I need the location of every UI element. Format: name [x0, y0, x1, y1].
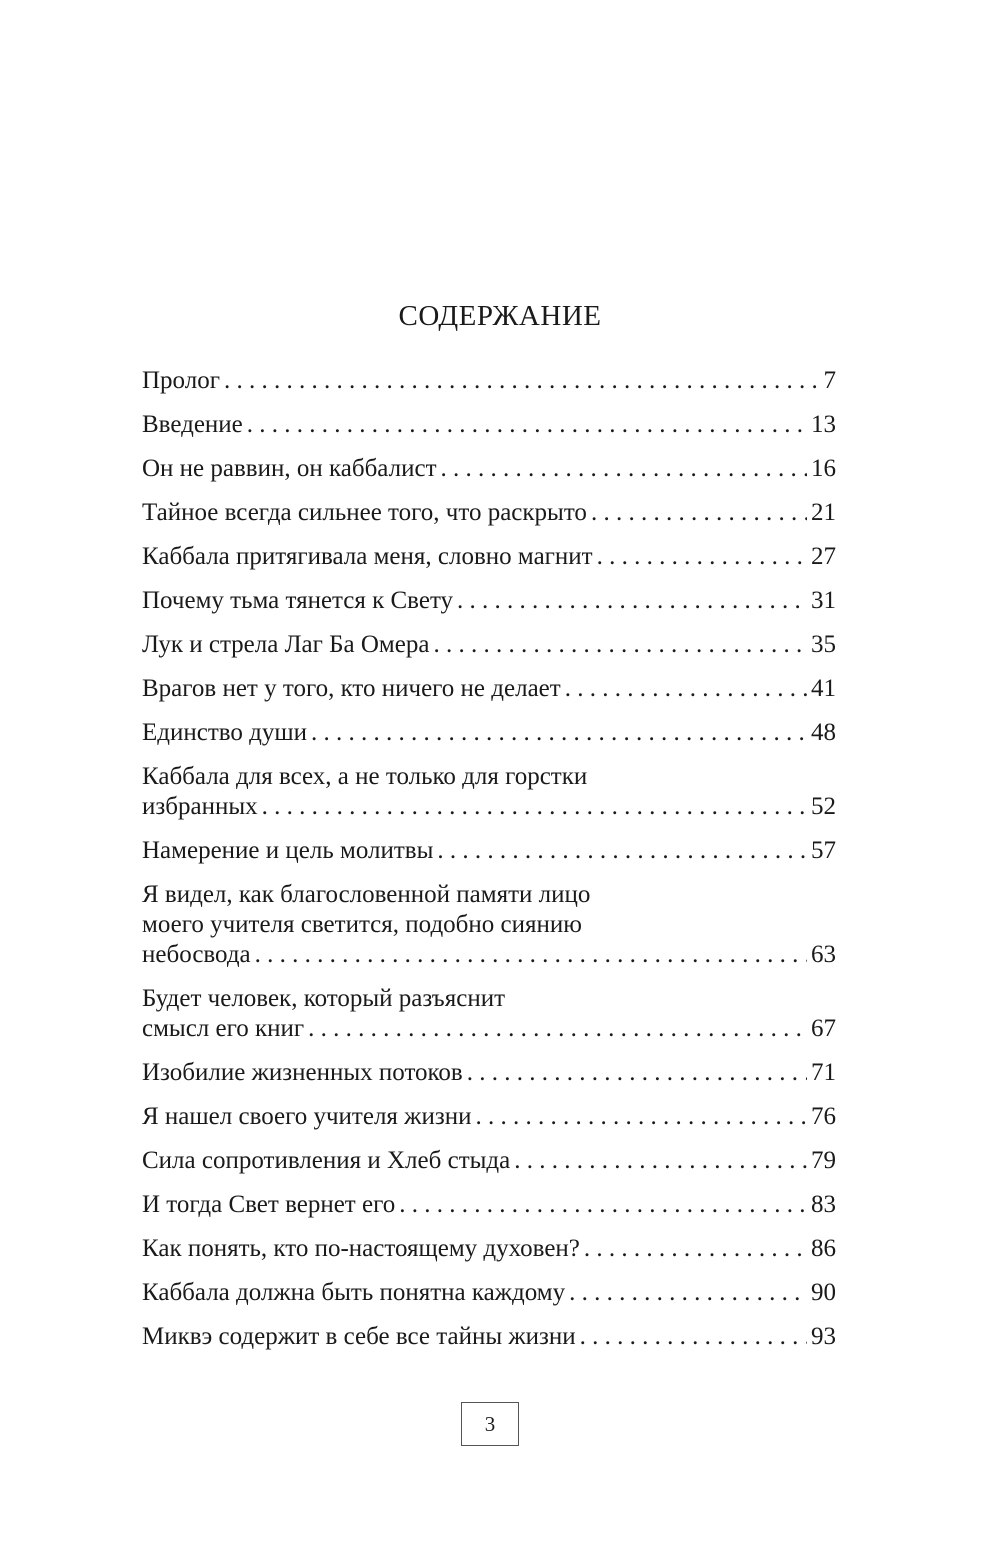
toc-dot-leader [591, 498, 807, 528]
toc-entry-page-number: 63 [811, 941, 836, 968]
toc-entry-page-number: 76 [811, 1103, 836, 1130]
toc-dot-leader [569, 1278, 807, 1308]
toc-entry [142, 674, 836, 704]
toc-dot-leader [247, 410, 807, 440]
toc-entry [142, 542, 836, 572]
toc-entry-page-number: 13 [811, 411, 836, 438]
toc-entry-row [142, 630, 836, 660]
toc-entry-row [142, 1190, 836, 1220]
toc-entry-title: Как понять, кто по-настоящему духовен? [142, 1235, 580, 1262]
toc-entry-title: Я нашел своего учителя жизни [142, 1103, 472, 1130]
toc-entry [142, 1058, 836, 1088]
toc-entry [142, 498, 836, 528]
toc-entry-row [142, 498, 836, 528]
toc-entry-row [142, 1234, 836, 1264]
toc-entry-page-number: 41 [811, 675, 836, 702]
toc-dot-leader [311, 718, 807, 748]
toc-entry-title: небосвода [142, 941, 251, 968]
toc-dot-leader [467, 1058, 807, 1088]
toc-entry [142, 880, 836, 970]
toc-dot-leader [475, 1102, 807, 1132]
toc-entry-title-line: моего учителя светится, подобно сиянию [142, 911, 582, 938]
toc-entry-page-number: 31 [811, 587, 836, 614]
toc-dot-leader [399, 1190, 807, 1220]
toc-title: СОДЕРЖАНИЕ [398, 300, 602, 332]
toc-dot-leader [514, 1146, 807, 1176]
toc-entry-page-number: 16 [811, 455, 836, 482]
toc-entry-row [142, 1322, 836, 1352]
toc-entry-page-number: 7 [823, 367, 836, 394]
toc-entry-title: Намерение и цель молитвы [142, 837, 434, 864]
toc-entry-title: смысл его книг [142, 1015, 305, 1042]
toc-entry-title: Пролог [142, 367, 220, 394]
toc-entry-row [142, 1102, 836, 1132]
toc-entry-page-number: 86 [811, 1235, 836, 1262]
toc-entry-page-number: 90 [811, 1279, 836, 1306]
toc-entry-row [142, 792, 836, 822]
toc-entry [142, 718, 836, 748]
toc-entry-row [142, 674, 836, 704]
toc-entry-page-number: 71 [811, 1059, 836, 1086]
toc-entry-row [142, 940, 836, 970]
toc-dot-leader [255, 940, 807, 970]
toc-entry-title: Каббала должна быть понятна каждому [142, 1279, 566, 1306]
toc-entry-page-number: 21 [811, 499, 836, 526]
toc-entry [142, 366, 836, 396]
toc-entry [142, 1102, 836, 1132]
toc-entry [142, 1322, 836, 1352]
toc-dot-leader [597, 542, 807, 572]
toc-entry-title: Каббала притягивала меня, словно магнит [142, 543, 593, 570]
toc-entry-title-line: Будет человек, который разъяснит [142, 985, 506, 1012]
toc-entry-title: Тайное всегда сильнее того, что раскрыто [142, 499, 587, 526]
toc-entry-row [142, 1278, 836, 1308]
toc-entry-title: Изобилие жизненных потоков [142, 1059, 463, 1086]
toc-entry-page-number: 48 [811, 719, 836, 746]
toc-entry [142, 630, 836, 660]
toc-entry-title: Миквэ содержит в себе все тайны жизни [142, 1323, 576, 1350]
toc-entry-title-line: Каббала для всех, а не только для горстки [142, 763, 588, 790]
toc-entry-row [142, 366, 836, 396]
toc-dot-leader [584, 1234, 807, 1264]
toc-entry [142, 1146, 836, 1176]
toc-entry-row [142, 1058, 836, 1088]
toc-entry-row [142, 542, 836, 572]
toc-entry-title: Он не раввин, он каббалист [142, 455, 437, 482]
toc-entry-row [142, 1146, 836, 1176]
toc-dot-leader [457, 586, 807, 616]
toc-entry-page-number: 67 [811, 1015, 836, 1042]
toc-dot-leader [441, 454, 808, 484]
toc-entry-row [142, 410, 836, 440]
toc-entry-title: избранных [142, 793, 258, 820]
toc-entry [142, 1234, 836, 1264]
toc-entry-title: Лук и стрела Лаг Ба Омера [142, 631, 430, 658]
page-number [461, 1402, 519, 1446]
toc-entry-row [142, 718, 836, 748]
toc-entry [142, 762, 836, 822]
toc-dot-leader [308, 1014, 807, 1044]
toc-entry-page-number: 57 [811, 837, 836, 864]
toc-entry [142, 984, 836, 1044]
toc-dot-leader [565, 674, 807, 704]
toc-entry-title: Почему тьма тянется к Свету [142, 587, 454, 614]
toc-entry-page-number: 35 [811, 631, 836, 658]
toc-entry-page-number: 83 [811, 1191, 836, 1218]
toc-dot-leader [224, 366, 820, 396]
toc-entry-title: Введение [142, 411, 243, 438]
toc-entry-row [142, 454, 836, 484]
toc-entry-row [142, 836, 836, 866]
toc-entry-page-number: 52 [811, 793, 836, 820]
toc-dot-leader [437, 836, 807, 866]
toc-dot-leader [262, 792, 807, 822]
toc-entry-title-line: Я видел, как благословенной памяти лицо [142, 881, 591, 908]
toc-entry [142, 1278, 836, 1308]
toc-entry-title: Сила сопротивления и Хлеб стыда [142, 1147, 511, 1174]
toc-entry [142, 836, 836, 866]
toc-entry-title: И тогда Свет вернет его [142, 1191, 396, 1218]
toc-dot-leader [433, 630, 807, 660]
toc-entry-page-number: 93 [811, 1323, 836, 1350]
toc-entry-page-number: 27 [811, 543, 836, 570]
page-number-label: 3 [484, 1411, 496, 1436]
toc-entry-title: Врагов нет у того, кто ничего не делает [142, 675, 561, 702]
toc-entry-page-number: 79 [811, 1147, 836, 1174]
toc-entry-title: Единство души [142, 719, 308, 746]
toc-entry [142, 586, 836, 616]
table-of-contents [142, 366, 836, 1366]
toc-dot-leader [580, 1322, 807, 1352]
toc-entry-row [142, 586, 836, 616]
toc-entry [142, 410, 836, 440]
toc-entry-row [142, 1014, 836, 1044]
toc-entry [142, 1190, 836, 1220]
toc-entry [142, 454, 836, 484]
